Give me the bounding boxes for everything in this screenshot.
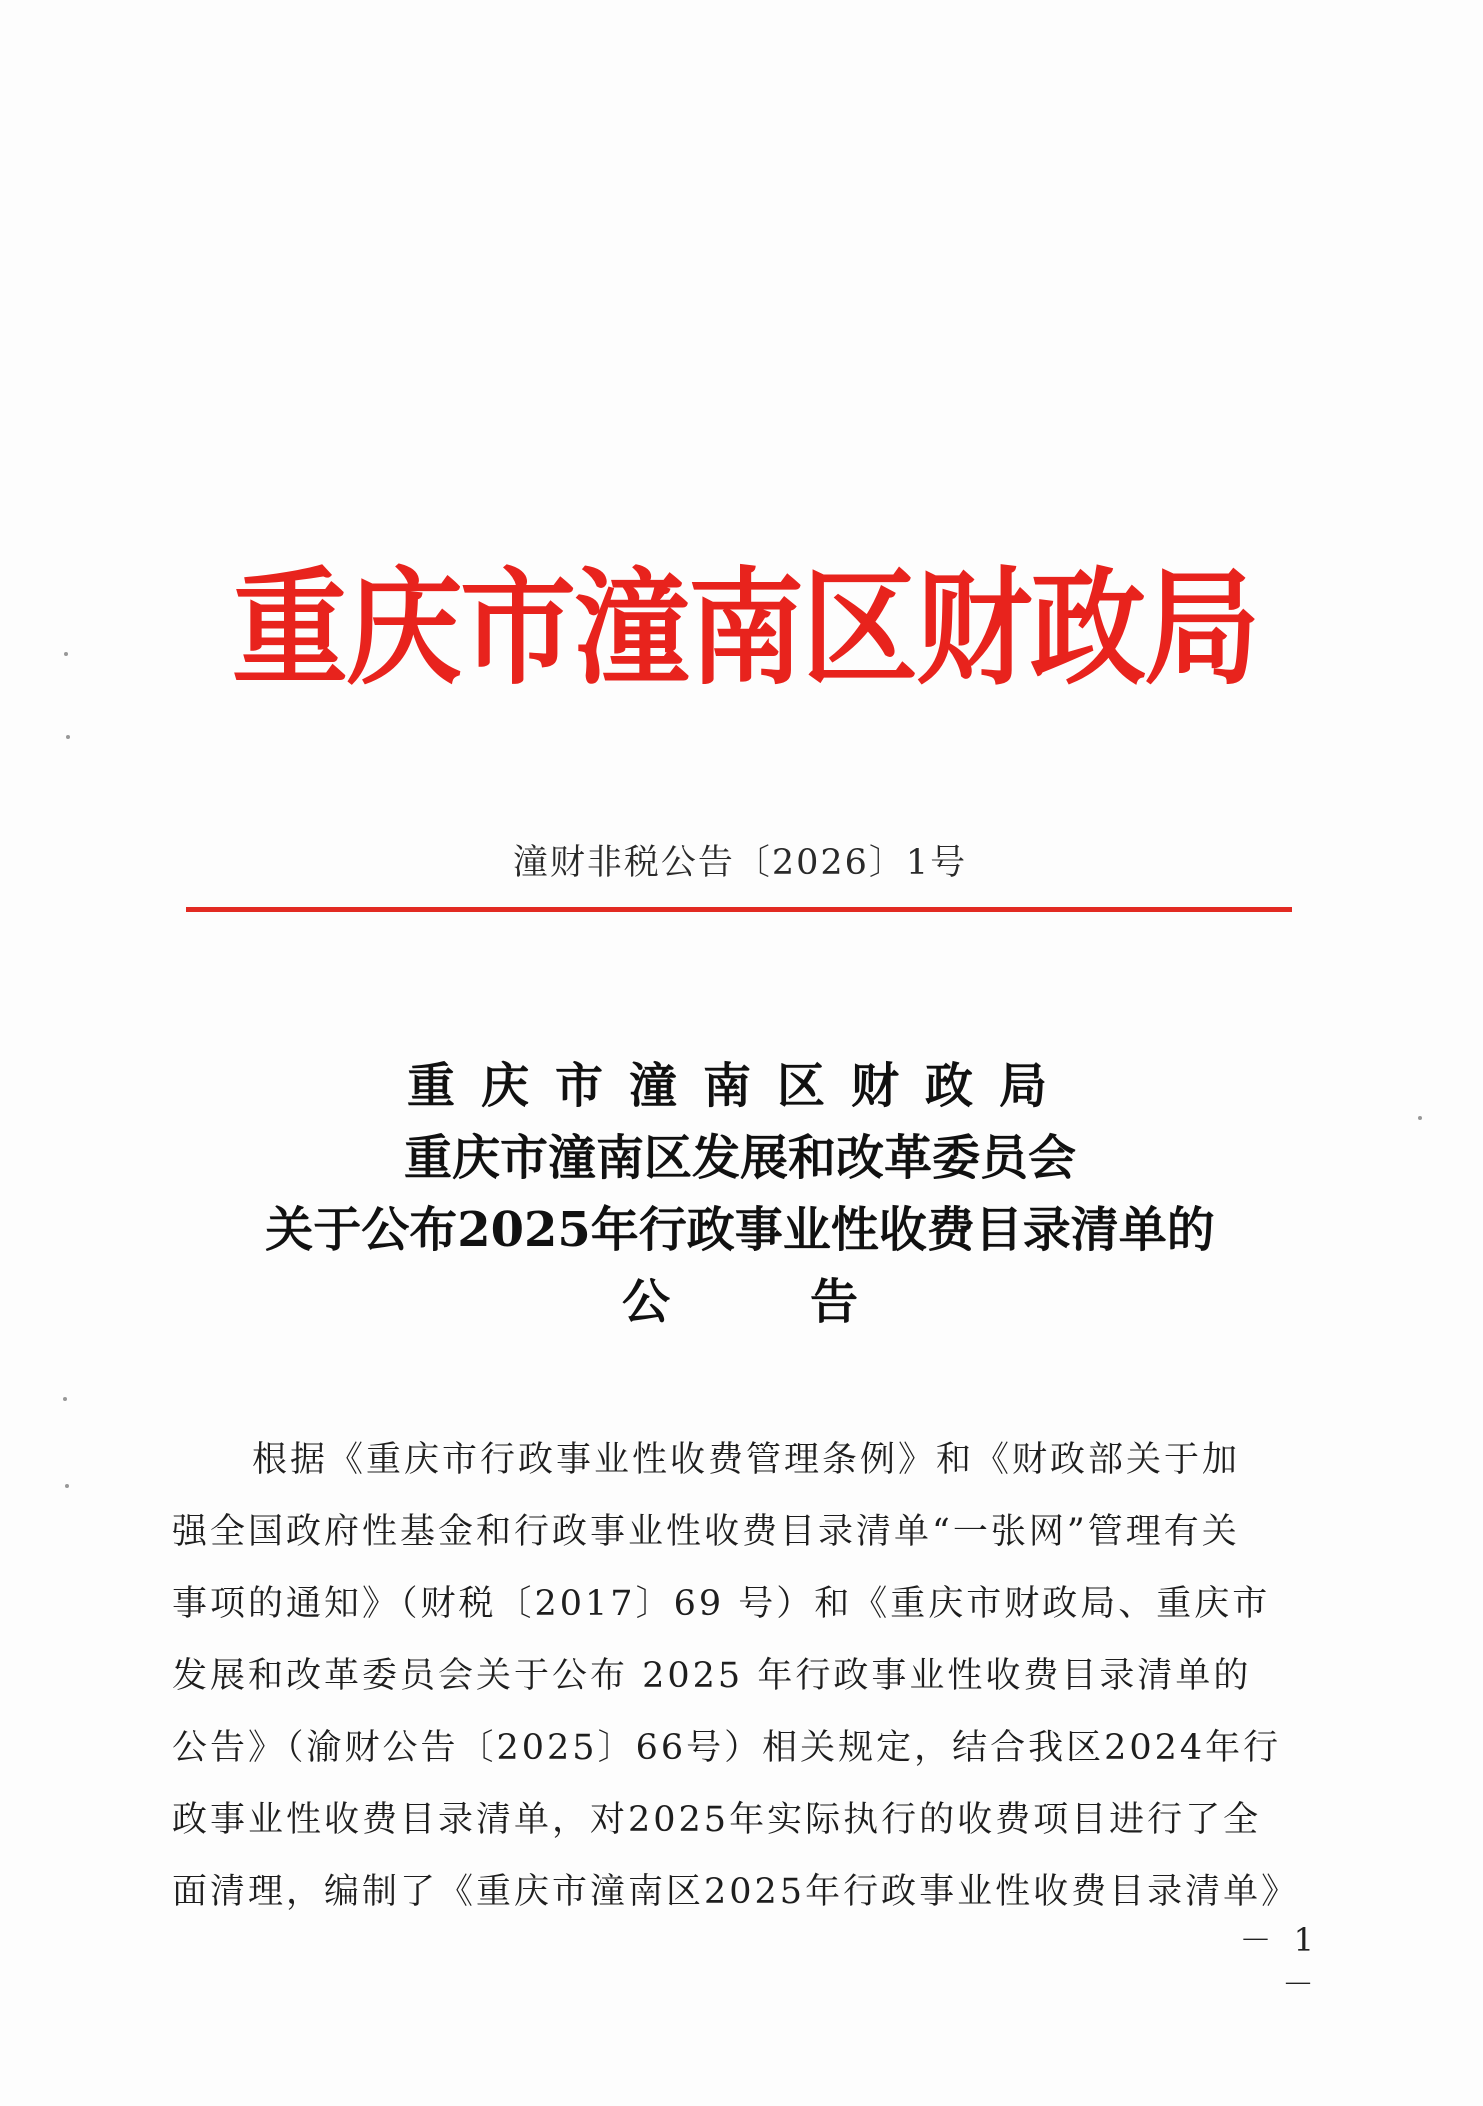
issuing-authority-header: 重庆市潼南区财政局 bbox=[232, 556, 1258, 703]
body-line: 公告》（渝财公告〔2025〕66号）相关规定，结合我区2024年行 bbox=[172, 1728, 1282, 1768]
body-line: 政事业性收费目录清单，对2025年实际执行的收费项目进行了全 bbox=[172, 1800, 1262, 1840]
scan-speck bbox=[63, 1397, 67, 1401]
red-divider-line bbox=[186, 907, 1292, 912]
scan-speck bbox=[66, 735, 70, 739]
scan-speck bbox=[64, 652, 68, 656]
body-line: 根据《重庆市行政事业性收费管理条例》和《财政部关于加 bbox=[252, 1440, 1241, 1480]
title-line-4: 公告 bbox=[621, 1274, 998, 1330]
body-line: 面清理，编制了《重庆市潼南区2025年行政事业性收费目录清单》 bbox=[172, 1872, 1300, 1912]
body-paragraph bbox=[172, 1424, 1302, 1928]
scan-speck bbox=[65, 1484, 69, 1488]
title-line-3: 关于公布2025年行政事业性收费目录清单的 bbox=[265, 1202, 1215, 1258]
body-line: 事项的通知》（财税〔2017〕69 号）和《重庆市财政局、重庆市 bbox=[172, 1584, 1271, 1624]
document-number: 潼财非税公告〔2026〕1号 bbox=[512, 843, 968, 883]
scan-speck bbox=[1418, 1116, 1422, 1120]
title-line-2: 重庆市潼南区发展和改革委员会 bbox=[403, 1130, 1076, 1186]
body-line: 强全国政府性基金和行政事业性收费目录清单“一张网”管理有关 bbox=[172, 1512, 1240, 1552]
page-number: － 1 － bbox=[1239, 1921, 1320, 2003]
title-line-1: 重庆市潼南区财政局 bbox=[406, 1058, 1073, 1114]
document-title bbox=[150, 1050, 1330, 1338]
body-line: 发展和改革委员会关于公布 2025 年行政事业性收费目录清单的 bbox=[172, 1656, 1252, 1696]
